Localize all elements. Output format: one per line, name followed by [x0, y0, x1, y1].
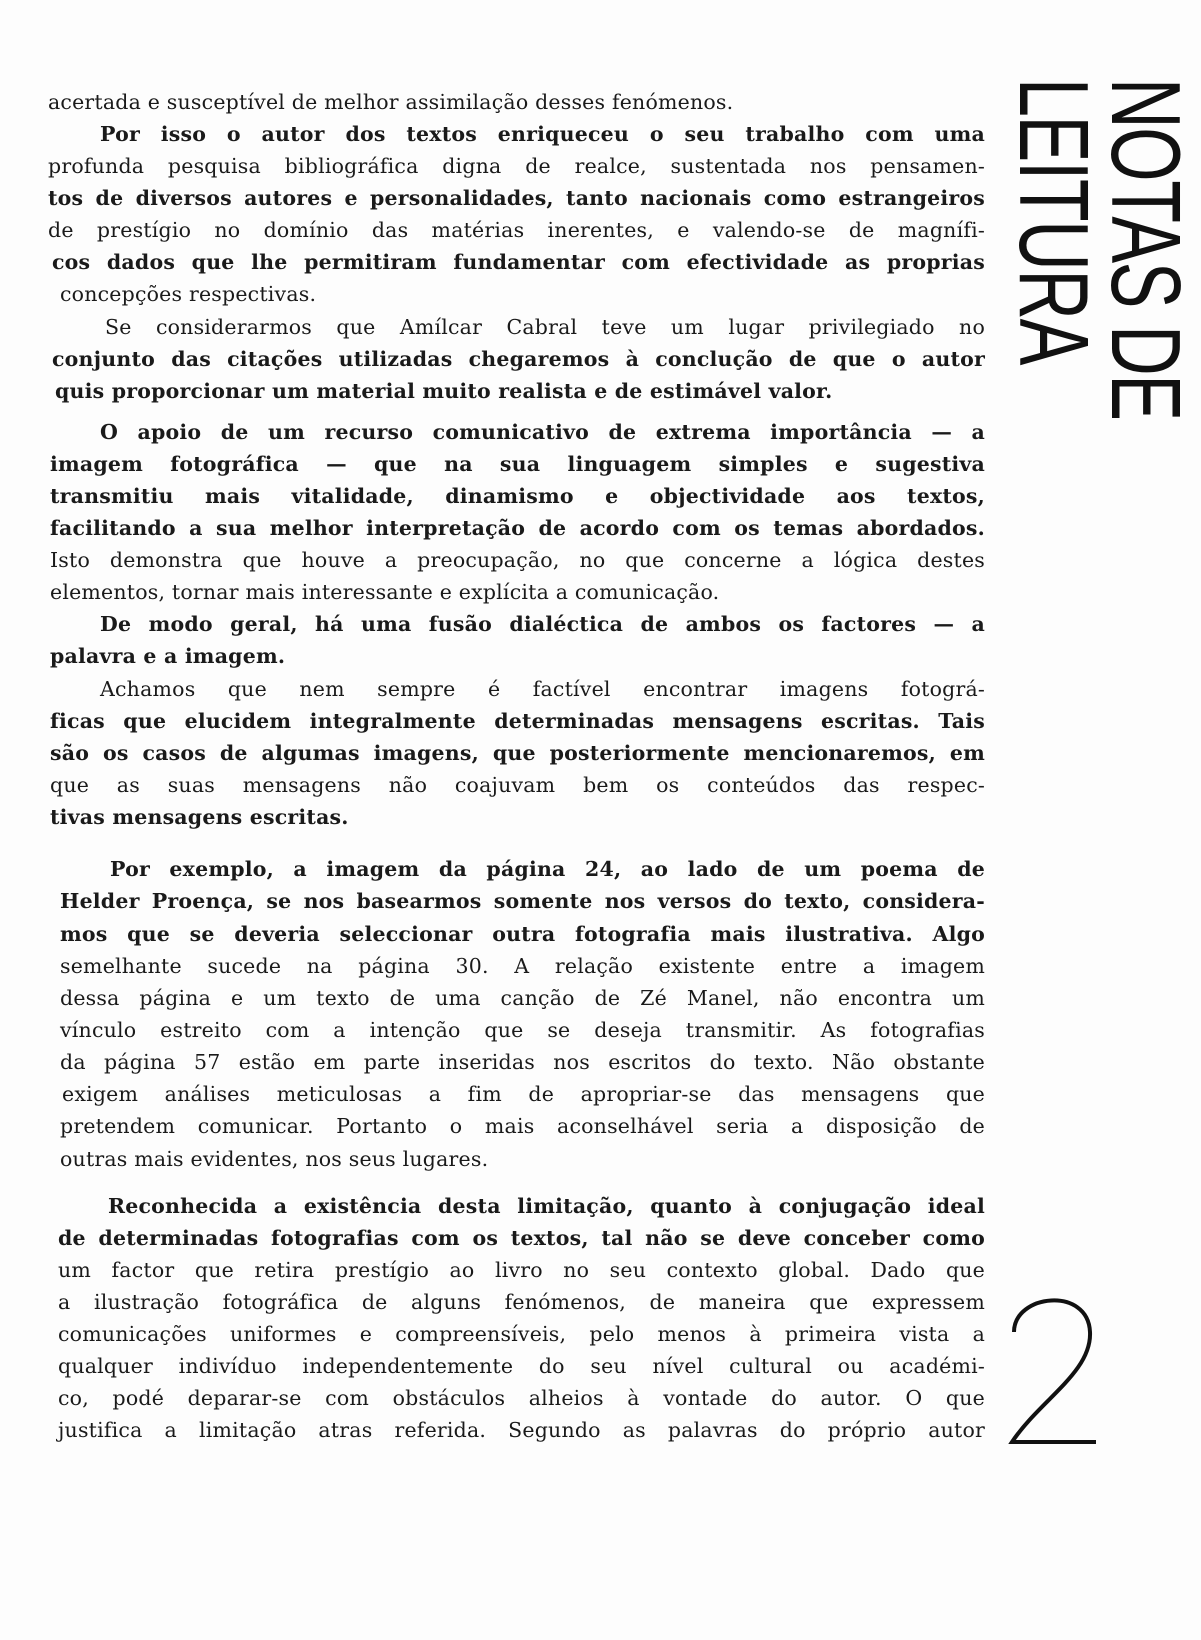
text-line: profunda pesquisa bibliográfica digna de realce, sustentada nos pensamen-: [48, 154, 985, 178]
text-line: Por isso o autor dos textos enriqueceu o seu trabalho com uma: [100, 122, 985, 146]
text-line: outras mais evidentes, nos seus lugares.: [60, 1147, 489, 1171]
text-line: imagem fotográfica — que na sua linguagem simples e sugestiva: [50, 452, 985, 476]
text-line: mos que se deveria seleccionar outra fotografia mais ilustrativa. Algo: [60, 922, 985, 946]
chapter-number: [1000, 1280, 1110, 1460]
text-line: vínculo estreito com a intenção que se deseja transmitir. As fotografias: [60, 1018, 985, 1042]
text-line: de prestígio no domínio das matérias inerentes, e valendo-se de magnífi-: [48, 218, 985, 242]
text-line: acertada e susceptível de melhor assimilação desses fenómenos.: [48, 90, 734, 114]
section-heading-vertical: [999, 78, 1201, 738]
text-line: tivas mensagens escritas.: [50, 805, 349, 829]
text-line: facilitando a sua melhor interpretação de acordo com os temas abordados.: [50, 516, 985, 540]
text-line: Se considerarmos que Amílcar Cabral teve um lugar privilegiado no: [105, 315, 985, 339]
text-line: a ilustração fotográfica de alguns fenómenos, de maneira que expressem: [58, 1290, 985, 1314]
text-line: tos de diversos autores e personalidades, tanto nacionais como estrangeiros: [48, 186, 985, 210]
text-line: O apoio de um recurso comunicativo de extrema importância — a: [100, 420, 985, 444]
text-line: pretendem comunicar. Portanto o mais aconselhável seria a disposição de: [60, 1114, 985, 1138]
chapter-number-glyph: [1012, 1300, 1096, 1442]
text-line: um factor que retira prestígio ao livro no seu contexto global. Dado que: [58, 1258, 985, 1282]
text-line: são os casos de algumas imagens, que posteriormente mencionaremos, em: [50, 741, 985, 765]
text-line: dessa página e um texto de uma canção de Zé Manel, não encontra um: [60, 986, 985, 1010]
section-heading-text: NOTAS DE LEITURA: [999, 78, 1201, 420]
text-line: justifica a limitação atras referida. Segundo as palavras do próprio autor: [58, 1418, 985, 1442]
text-line: conjunto das citações utilizadas chegaremos à conclução de que o autor: [52, 347, 985, 371]
text-line: que as suas mensagens não coajuvam bem os conteúdos das respec-: [50, 773, 985, 797]
text-line: concepções respectivas.: [60, 282, 317, 306]
text-line: ficas que elucidem integralmente determinadas mensagens escritas. Tais: [50, 709, 985, 733]
text-line: transmitiu mais vitalidade, dinamismo e objectividade aos textos,: [50, 484, 985, 508]
text-line: Reconhecida a existência desta limitação, quanto à conjugação ideal: [108, 1194, 985, 1218]
text-line: quis proporcionar um material muito realista e de estimável valor.: [55, 379, 833, 403]
text-line: co, podé deparar-se com obstáculos alheios à vontade do autor. O que: [58, 1386, 985, 1410]
text-line: Isto demonstra que houve a preocupação, no que concerne a lógica destes: [50, 548, 985, 572]
text-line: Helder Proença, se nos basearmos somente nos versos do texto, considera-: [60, 889, 985, 913]
text-line: Por exemplo, a imagem da página 24, ao lado de um poema de: [110, 857, 985, 881]
text-line: de determinadas fotografias com os textos, tal não se deve conceber como: [58, 1226, 985, 1250]
text-line: De modo geral, há uma fusão dialéctica de ambos os factores — a: [100, 612, 985, 636]
text-line: elementos, tornar mais interessante e explícita a comunicação.: [50, 580, 720, 604]
text-line: exigem análises meticulosas a fim de apropriar-se das mensagens que: [62, 1082, 985, 1106]
text-line: comunicações uniformes e compreensíveis, pelo menos à primeira vista a: [58, 1322, 985, 1346]
text-line: semelhante sucede na página 30. A relação existente entre a imagem: [60, 954, 985, 978]
text-line: Achamos que nem sempre é factível encontrar imagens fotográ-: [100, 677, 985, 701]
text-line: cos dados que lhe permitiram fundamentar com efectividade as proprias: [52, 250, 985, 274]
text-line: da página 57 estão em parte inseridas nos escritos do texto. Não obstante: [60, 1050, 985, 1074]
text-line: qualquer indivíduo independentemente do seu nível cultural ou académi-: [58, 1354, 985, 1378]
text-line: palavra e a imagem.: [50, 644, 286, 668]
